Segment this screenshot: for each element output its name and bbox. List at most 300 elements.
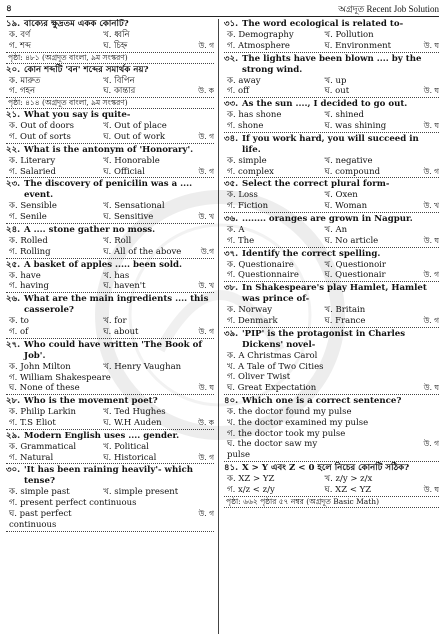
answer-label [436,156,439,167]
question-divider [6,143,214,144]
question-stem [224,19,439,30]
option-text: গ. গহন [9,86,36,97]
option-text: ঘ. Woman [324,201,368,212]
option-row [224,190,439,201]
option-text: গ. Rolling [9,246,51,257]
answer-label: উ. ঘ [198,383,214,393]
question-text: Who is the movement poet? [24,396,158,407]
answer-label: উ. খ [198,281,214,291]
question-divider [6,394,214,395]
option-text: গ. Denmark [227,315,278,326]
option-row [6,236,214,247]
option-row [6,132,214,143]
question-item [224,54,439,99]
option-line: গ. present perfect continuous [9,498,137,509]
option-row [6,407,214,418]
option-text: ঘ. W.H Auden [103,417,162,428]
answer-label: উ. গ [198,40,214,50]
question-stem [224,179,439,190]
answer-label [436,30,439,41]
option-row [224,121,439,132]
question-divider [6,292,214,293]
question-stem [6,145,214,156]
option-text: গ. T.S Eliot [9,417,56,428]
option-text: গ. Atmosphere [227,40,290,51]
question-item [6,65,214,110]
answer-label [211,156,214,167]
option-text: ঘ. Great Expectation [227,383,317,394]
option-text: গ. Senile [9,212,47,223]
question-number: ২০. [6,64,21,75]
question-number: ৩৬. [224,213,239,224]
option-line: খ. A Tale of Two Cities [227,361,324,372]
question-stem [224,134,439,156]
question-number: ১৯. [6,19,21,29]
option-row [224,76,439,87]
option-row [224,156,439,167]
question-number: ২৪. [6,224,21,235]
option-text [325,439,421,461]
option-text: খ. simple present [103,487,179,498]
question-stem [6,396,214,407]
question-number: ৩৫. [224,179,239,190]
answer-label: উ. গ [198,166,214,176]
answer-label: উ. ক [198,86,214,96]
right-column [224,19,439,636]
question-stem [224,54,439,76]
option-row [6,487,214,498]
option-text: ঘ. the doctor saw my pulse [227,439,318,461]
option-text: ঘ. was shining [324,120,387,131]
option-row [6,86,214,97]
option-text: ক. Literary [9,155,56,166]
question-text: What are the main ingredients .... this casserole? [24,294,209,316]
answer-label [211,30,214,41]
question-stem [224,396,439,407]
answer-label: উ. গ [423,315,439,325]
option-text: ঘ. All of the above [103,246,182,257]
question-stem [6,465,214,487]
question-text: In Shakespeare's play Hamlet, Hamlet was prince of- [242,283,427,305]
question-stem [224,249,439,260]
answer-label [436,76,439,87]
question-stem [224,214,439,225]
option-row [224,305,439,316]
option-text: গ. Natural [9,452,54,463]
answer-label [211,316,214,327]
option-row [224,201,439,212]
question-text: X > Y এবং Z < 0 হলে নিচের কোনটি সঠিক? [242,462,410,473]
answer-label: উ. গ [198,131,214,141]
answer-label: উ. ঘ [423,120,439,130]
option-row [6,362,214,373]
option-text: গ. of [9,326,29,337]
option-row [224,260,439,271]
answer-label [211,362,214,373]
option-text: ক. simple past [9,487,70,498]
question-text: Identify the correct spelling. [242,248,381,259]
option-text: ক. Sensible [9,201,57,212]
option-text: ঘ. about [103,326,139,337]
option-row [224,383,439,394]
option-text: গ. The [227,235,255,246]
option-text: ক. Philip Larkin [9,407,76,418]
option-text: খ. Britain [324,305,366,316]
option-text: গ. shone [227,120,264,131]
question-stem [6,340,214,362]
option-text: গ. শব্দ [9,40,31,51]
option-row [6,509,214,531]
option-text: ক. A [227,224,245,235]
source-text: পৃষ্ঠা: ৪১৪ (অগ্রদূত বাংলা, ৯ম সংস্করণ) [8,98,128,108]
question-number: ৩৭. [224,248,239,259]
option-row [6,327,214,338]
answer-label [211,201,214,212]
question-number: ২১. [6,110,21,121]
question-item [6,179,214,224]
option-text: খ. Questionoir [324,259,386,270]
answer-label: উ. ক [198,417,214,427]
answer-label [211,236,214,247]
option-text: খ. Out of place [103,121,167,132]
option-text: ঘ. out [324,86,350,97]
question-item [224,99,439,133]
question-stem [6,110,214,121]
question-text: Who could have written 'The Book of Job'. [24,339,203,361]
question-text: 'PIP' is the protagonist in Charles Dickens' novel- [242,328,406,350]
option-text: ক. Rolled [9,235,48,246]
question-text: কোন শব্দটি 'বন' শব্দের সমার্থক নয়? [24,64,149,75]
answer-label [211,121,214,132]
option-text: ক. Demography [227,30,294,40]
question-text: Which one is a correct sentence? [242,395,402,406]
option-text: খ. Political [103,441,149,452]
option-row [6,212,214,223]
answer-label [211,271,214,282]
question-item [6,19,214,64]
question-number: ৩১. [224,19,239,29]
source-reference [6,52,214,64]
option-line: গ. the doctor took my pulse [227,428,346,439]
option-text: ঘ. haven't [103,281,146,292]
question-number: ৩৯. [224,328,239,339]
option-text: ক. has shone [227,110,282,121]
option-text: ঘ. Official [103,166,145,177]
question-stem [224,463,439,474]
question-divider [224,394,439,395]
question-number: ২৫. [6,259,21,270]
option-text: ঘ. past perfect continuous [9,508,72,530]
option-row [224,270,439,281]
question-item [6,145,214,179]
option-line: খ. the doctor examined my pulse [227,417,369,428]
option-text: ঘ. France [324,315,366,326]
option-text: গ. off [227,86,250,97]
option-text: খ. বিপিন [103,75,135,86]
option-text: ঘ. compound [324,166,381,177]
option-text: ক. simple [227,155,267,166]
answer-label: উ. গ [198,508,214,518]
option-row [6,201,214,212]
answer-label [436,305,439,316]
question-item [6,465,214,531]
option-row [224,167,439,178]
answer-label: উ. গ [423,270,439,280]
option-text: ক. XZ > YZ [227,473,275,484]
option-text: ক. away [227,75,261,86]
option-row [6,247,214,258]
question-number: ৩৩. [224,99,239,110]
option-text: গ. Fiction [227,201,269,212]
option-line: ক. the doctor found my pulse [227,406,352,417]
option-row [224,439,439,461]
question-divider [224,212,439,213]
question-divider [6,258,214,259]
question-divider [6,429,214,430]
option-text: খ. Henry Vaughan [103,361,182,372]
option-text: ক. Norway [227,305,273,316]
option-text [103,383,195,394]
question-divider [224,52,439,53]
answer-label [436,474,439,485]
option-text: ক. John Milton [9,361,71,372]
option-row [224,474,439,485]
question-text: As the sun ...., I decided to go out. [242,99,408,110]
source-reference [224,496,439,508]
question-text: Modern English uses .... gender. [24,430,180,441]
answer-label: উ. গ [198,326,214,336]
option-text: ঘ. কান্তার [103,86,136,97]
question-text: What is the antonym of 'Honorary'. [24,144,194,155]
question-stem [6,294,214,316]
answer-label: উ. ঘ [423,383,439,393]
option-text [325,383,421,394]
source-text: পৃষ্ঠা: ৬৬২ পৃষ্ঠার ৫৭ নম্বর (অগ্রদূত Basic Math) [226,496,379,506]
question-number: ৩৪. [224,133,239,144]
question-divider [224,327,439,328]
option-text: খ. z/y > z/x [324,473,373,484]
question-number: ২৬. [6,294,21,305]
question-number: ৩০. [6,465,21,476]
question-item [6,431,214,465]
option-row [6,156,214,167]
question-divider [224,132,439,133]
option-row [6,316,214,327]
option-text: খ. Sensational [103,201,165,212]
option-text: খ. ধ্বনি [103,30,130,40]
page-header [6,3,439,17]
question-item [224,329,439,395]
answer-label: উ. ঘ [423,235,439,245]
option-text: খ. up [324,75,347,86]
question-text: ........ oranges are grown in Nagpur. [242,213,413,224]
question-number: ৩৮. [224,283,239,294]
answer-label: উ. ঘ [423,484,439,494]
option-line: ক. A Christmas Carol [227,350,318,361]
question-item [6,225,214,259]
option-text: ক. Out of doors [9,121,74,132]
option-row [224,30,439,41]
question-number: ২৩. [6,179,21,190]
source-reference [6,97,214,109]
option-text: ঘ. Questionair [324,270,386,281]
column-divider [218,19,219,634]
option-text: খ. Ted Hughes [103,407,166,418]
question-divider [224,461,439,462]
question-number: ৩২. [224,53,239,64]
option-row [6,30,214,41]
question-item [6,110,214,144]
option-text: ক. have [9,270,41,281]
option-text: খ. Roll [103,235,132,246]
question-stem [224,329,439,351]
question-number: ২৮. [6,396,21,407]
option-row [224,485,439,496]
option-text: গ. x/z < z/y [227,484,275,495]
option-text: খ. for [103,316,127,327]
answer-label: উ. ঘ [423,86,439,96]
question-divider [6,463,214,464]
answer-label [211,76,214,87]
option-row [224,316,439,327]
question-text: What you say is quite- [24,110,131,121]
question-number: ৪১. [224,462,239,473]
answer-label: উ. গ [423,439,439,449]
option-row [6,453,214,464]
option-row [6,121,214,132]
option-row [224,86,439,97]
answer-label [211,487,214,498]
option-text: ক. Loss [227,190,258,201]
question-text: The word ecological is related to- [242,19,404,29]
answer-label: উ.গ [200,246,214,256]
question-item [224,249,439,283]
option-row [6,281,214,292]
option-row [224,110,439,121]
option-row [224,225,439,236]
answer-label [436,110,439,121]
answer-label [436,190,439,201]
question-item [224,463,439,508]
question-item [6,294,214,339]
option-row [6,76,214,87]
option-text: গ. Salaried [9,166,56,177]
option-row [6,442,214,453]
answer-label: উ. খ [423,201,439,211]
question-item [224,134,439,179]
option-text: খ. Pollution [324,30,374,40]
answer-label: উ. খ [198,212,214,222]
question-divider [6,531,214,532]
question-item [6,396,214,430]
option-row [6,383,214,394]
question-text: If you work hard, you will succeed in life. [242,133,419,155]
question-divider [224,97,439,98]
option-text: ঘ. None of these [9,383,80,394]
question-stem [224,99,439,110]
option-row [224,41,439,52]
option-text: ক. বর্ণ [9,30,31,40]
question-text: A basket of apples ..... been sold. [24,259,182,270]
question-item [224,19,439,53]
book-title: অগ্রদূত Recent Job Solution [338,4,439,14]
question-stem [6,260,214,271]
option-text: খ. has [103,270,130,281]
answer-label: উ. ঘ [423,40,439,50]
question-divider [6,338,214,339]
option-row [6,41,214,52]
option-row [6,271,214,282]
question-number: ২৭. [6,339,21,350]
question-number: ২৯. [6,430,21,441]
question-stem [6,431,214,442]
question-text: The lights have been blown .... by the strong wind. [242,53,422,75]
answer-label [211,407,214,418]
option-text: খ. shined [324,110,365,121]
option-line: গ. William Shakespeare [9,372,111,383]
question-item [224,214,439,248]
question-divider [224,177,439,178]
option-text: ঘ. চিহ্ন [103,40,128,51]
question-divider [6,177,214,178]
option-text: ক. to [9,316,29,327]
question-stem [6,65,214,76]
answer-label: উ. গ [198,452,214,462]
question-text: The discovery of penicilin was a .... event. [24,179,193,201]
option-text: ঘ. No article [324,235,379,246]
answer-label: উ. গ [423,166,439,176]
question-item [224,283,439,328]
question-stem [224,283,439,305]
option-text: ক. মারুত [9,75,41,86]
option-text: ঘ. XZ < YZ [324,484,372,495]
question-text: বাক্যের ক্ষুদ্রতম একক কোনটি? [24,19,129,29]
option-text: গ. Questionnaire [227,270,299,281]
option-text: ঘ. Environment [324,40,392,51]
question-text: Select the correct plural form- [242,179,390,190]
question-stem [6,19,214,30]
option-row [6,418,214,429]
option-row [6,167,214,178]
answer-label [436,260,439,271]
question-number: ২২. [6,144,21,155]
question-divider [224,281,439,282]
option-text: ক. Questionaire [227,259,294,270]
question-divider [6,223,214,224]
option-text: খ. Honorable [103,155,160,166]
page-number: ৪ [6,4,12,14]
option-text: খ. Oxen [324,190,358,201]
question-stem [6,225,214,236]
left-column [6,19,214,636]
question-text: 'It has been raining heavily'- which tense? [24,465,193,487]
question-divider [224,247,439,248]
option-text: ঘ. Sensitive [103,212,154,223]
option-text: ঘ. Out of work [103,131,166,142]
source-text: পৃষ্ঠা: ৪৮১ (অগ্রদূত বাংলা, ৯ম সংস্করণ) [8,52,128,62]
question-number: ৪০. [224,395,239,406]
option-text: গ. complex [227,166,274,177]
question-item [224,396,439,462]
question-item [224,179,439,213]
answer-label [211,442,214,453]
option-text: খ. negative [324,155,373,166]
option-text [103,509,195,531]
option-text: ক. Grammatical [9,441,77,452]
option-text: গ. having [9,281,49,292]
question-text: A .... stone gather no moss. [24,224,156,235]
option-text: খ. An [324,224,348,235]
